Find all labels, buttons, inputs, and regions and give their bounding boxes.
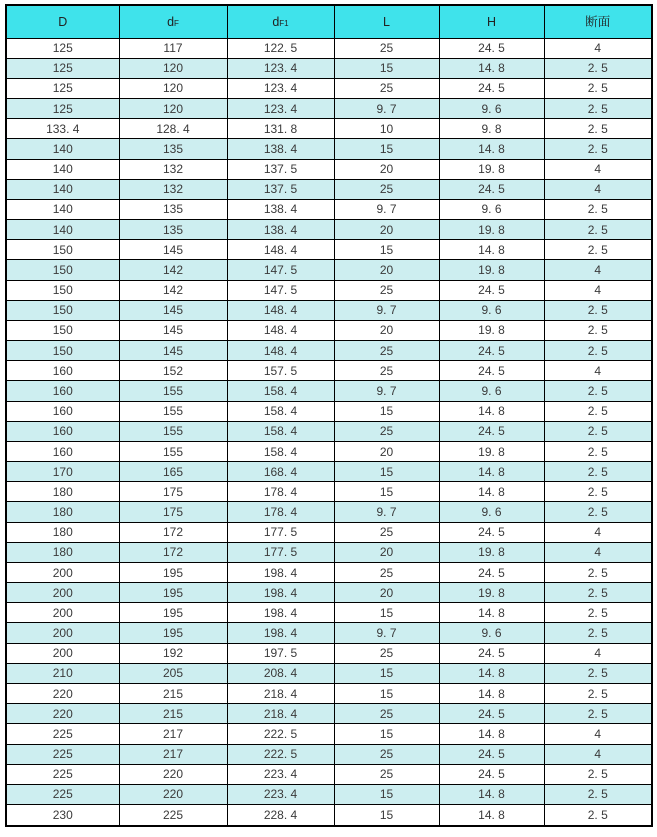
table-cell-df1: 218. 4 — [227, 704, 334, 724]
table-cell-d-outer: 140 — [6, 199, 119, 219]
table-row — [6, 684, 652, 704]
table-cell-df: 155 — [119, 401, 227, 421]
table-cell-l: 15 — [334, 482, 439, 502]
table-cell-df: 145 — [119, 341, 227, 361]
table-cell-h: 9. 8 — [439, 119, 544, 139]
table-cell-df: 120 — [119, 99, 227, 119]
table-row — [6, 784, 652, 804]
table-cell-d-outer: 225 — [6, 744, 119, 764]
table-cell-d-outer: 180 — [6, 522, 119, 542]
table-cell-df1: 148. 4 — [227, 240, 334, 260]
table-cell-d-outer: 180 — [6, 482, 119, 502]
table-cell-d-outer: 210 — [6, 663, 119, 683]
table-cell-df1: 137. 5 — [227, 179, 334, 199]
table-cell-df1: 178. 4 — [227, 482, 334, 502]
table-cell-l: 25 — [334, 179, 439, 199]
table-cell-danmen: 4 — [544, 260, 652, 280]
table-cell-df: 132 — [119, 179, 227, 199]
table-cell-danmen: 2. 5 — [544, 562, 652, 582]
table-cell-df1: 198. 4 — [227, 623, 334, 643]
table-row — [6, 805, 652, 826]
table-cell-d-outer: 225 — [6, 724, 119, 744]
table-row — [6, 562, 652, 582]
table-cell-df1: 138. 4 — [227, 139, 334, 159]
table-cell-l: 25 — [334, 643, 439, 663]
header-row — [6, 5, 652, 38]
table-cell-danmen: 2. 5 — [544, 502, 652, 522]
table-cell-df1: 223. 4 — [227, 764, 334, 784]
table-row — [6, 462, 652, 482]
table-cell-d-outer: 125 — [6, 78, 119, 98]
table-cell-l: 25 — [334, 704, 439, 724]
table-row — [6, 623, 652, 643]
table-cell-l: 20 — [334, 220, 439, 240]
table-header — [6, 5, 652, 38]
table-cell-df: 215 — [119, 684, 227, 704]
table-cell-l: 20 — [334, 441, 439, 461]
table-cell-danmen: 2. 5 — [544, 603, 652, 623]
table-cell-d-outer: 225 — [6, 784, 119, 804]
table-cell-danmen: 2. 5 — [544, 764, 652, 784]
table-cell-df1: 148. 4 — [227, 320, 334, 340]
table-cell-df1: 147. 5 — [227, 260, 334, 280]
table-cell-d-outer: 160 — [6, 381, 119, 401]
table-cell-l: 25 — [334, 78, 439, 98]
table-cell-l: 20 — [334, 260, 439, 280]
table-cell-df: 142 — [119, 280, 227, 300]
table-row — [6, 119, 652, 139]
table-cell-df: 135 — [119, 139, 227, 159]
table-cell-d-outer: 200 — [6, 623, 119, 643]
table-cell-l: 15 — [334, 684, 439, 704]
table-row — [6, 482, 652, 502]
table-cell-df1: 218. 4 — [227, 684, 334, 704]
table-cell-danmen: 2. 5 — [544, 421, 652, 441]
table-cell-d-outer: 150 — [6, 260, 119, 280]
table-cell-df1: 123. 4 — [227, 99, 334, 119]
table-cell-d-outer: 133. 4 — [6, 119, 119, 139]
table-cell-d-outer: 200 — [6, 643, 119, 663]
table-cell-df1: 123. 4 — [227, 78, 334, 98]
table-row — [6, 99, 652, 119]
table-cell-danmen: 4 — [544, 522, 652, 542]
table-cell-h: 14. 8 — [439, 139, 544, 159]
table-cell-df: 155 — [119, 381, 227, 401]
table-cell-d-outer: 150 — [6, 341, 119, 361]
table-cell-danmen: 2. 5 — [544, 78, 652, 98]
table-cell-d-outer: 150 — [6, 320, 119, 340]
table-cell-h: 24. 5 — [439, 341, 544, 361]
table-cell-df: 135 — [119, 220, 227, 240]
table-cell-df: 165 — [119, 462, 227, 482]
table-cell-df1: 158. 4 — [227, 421, 334, 441]
table-cell-h: 24. 5 — [439, 744, 544, 764]
table-cell-df1: 148. 4 — [227, 300, 334, 320]
table-cell-h: 14. 8 — [439, 401, 544, 421]
table-cell-danmen: 2. 5 — [544, 805, 652, 826]
table-cell-h: 9. 6 — [439, 502, 544, 522]
table-cell-d-outer: 200 — [6, 562, 119, 582]
table-cell-l: 9. 7 — [334, 99, 439, 119]
table-cell-h: 19. 8 — [439, 441, 544, 461]
table-row — [6, 341, 652, 361]
table-cell-l: 15 — [334, 603, 439, 623]
header-cell-h — [439, 5, 544, 38]
table-cell-d-outer: 160 — [6, 441, 119, 461]
table-cell-danmen: 2. 5 — [544, 482, 652, 502]
table-cell-d-outer: 225 — [6, 764, 119, 784]
table-cell-df: 145 — [119, 320, 227, 340]
table-cell-d-outer: 160 — [6, 361, 119, 381]
table-cell-df: 172 — [119, 522, 227, 542]
table-row — [6, 663, 652, 683]
table-cell-danmen: 2. 5 — [544, 58, 652, 78]
table-cell-df: 155 — [119, 441, 227, 461]
table-cell-l: 9. 7 — [334, 623, 439, 643]
table-cell-d-outer: 140 — [6, 159, 119, 179]
table-cell-danmen: 4 — [544, 280, 652, 300]
table-cell-l: 10 — [334, 119, 439, 139]
table-cell-df: 175 — [119, 502, 227, 522]
table-cell-h: 9. 6 — [439, 623, 544, 643]
table-cell-h: 24. 5 — [439, 361, 544, 381]
table-row — [6, 240, 652, 260]
table-cell-danmen: 2. 5 — [544, 99, 652, 119]
table-cell-danmen: 2. 5 — [544, 139, 652, 159]
table-row — [6, 58, 652, 78]
table-cell-h: 14. 8 — [439, 684, 544, 704]
table-cell-l: 20 — [334, 320, 439, 340]
table-cell-danmen: 2. 5 — [544, 401, 652, 421]
table-cell-danmen: 2. 5 — [544, 119, 652, 139]
table-cell-danmen: 4 — [544, 724, 652, 744]
table-row — [6, 280, 652, 300]
table-cell-df1: 198. 4 — [227, 603, 334, 623]
table-cell-h: 9. 6 — [439, 381, 544, 401]
table-cell-df1: 138. 4 — [227, 199, 334, 219]
spec-table — [5, 4, 653, 827]
table-cell-df1: 123. 4 — [227, 58, 334, 78]
table-cell-danmen: 4 — [544, 159, 652, 179]
table-cell-df1: 198. 4 — [227, 562, 334, 582]
table-cell-h: 14. 8 — [439, 805, 544, 826]
table-cell-df: 135 — [119, 199, 227, 219]
table-cell-l: 15 — [334, 401, 439, 421]
table-cell-h: 19. 8 — [439, 159, 544, 179]
table-cell-df: 195 — [119, 562, 227, 582]
table-cell-h: 24. 5 — [439, 78, 544, 98]
table-cell-df1: 222. 5 — [227, 724, 334, 744]
header-label: H — [486, 14, 497, 29]
table-cell-danmen: 2. 5 — [544, 684, 652, 704]
table-cell-danmen: 2. 5 — [544, 220, 652, 240]
table-cell-df1: 158. 4 — [227, 441, 334, 461]
table-cell-danmen: 2. 5 — [544, 240, 652, 260]
table-cell-l: 9. 7 — [334, 300, 439, 320]
table-cell-h: 24. 5 — [439, 179, 544, 199]
table-cell-h: 14. 8 — [439, 663, 544, 683]
table-cell-d-outer: 230 — [6, 805, 119, 826]
table-cell-d-outer: 125 — [6, 58, 119, 78]
table-cell-l: 25 — [334, 562, 439, 582]
table-cell-h: 24. 5 — [439, 704, 544, 724]
table-cell-danmen: 4 — [544, 643, 652, 663]
table-row — [6, 179, 652, 199]
table-cell-h: 9. 6 — [439, 300, 544, 320]
table-row — [6, 381, 652, 401]
table-cell-df: 120 — [119, 78, 227, 98]
table-cell-df1: 223. 4 — [227, 784, 334, 804]
table-cell-h: 14. 8 — [439, 724, 544, 744]
table-cell-df: 142 — [119, 260, 227, 280]
table-body — [6, 38, 652, 826]
table-cell-df: 155 — [119, 421, 227, 441]
table-cell-danmen: 4 — [544, 744, 652, 764]
table-cell-d-outer: 140 — [6, 220, 119, 240]
table-cell-df: 175 — [119, 482, 227, 502]
table-cell-d-outer: 180 — [6, 542, 119, 562]
table-row — [6, 724, 652, 744]
table-cell-h: 24. 5 — [439, 643, 544, 663]
table-cell-h: 24. 5 — [439, 562, 544, 582]
table-row — [6, 139, 652, 159]
header-cell-df — [119, 5, 227, 38]
table-cell-df: 172 — [119, 542, 227, 562]
table-cell-df1: 178. 4 — [227, 502, 334, 522]
table-cell-df1: 222. 5 — [227, 744, 334, 764]
table-cell-df: 145 — [119, 300, 227, 320]
table-cell-h: 14. 8 — [439, 462, 544, 482]
table-cell-d-outer: 200 — [6, 603, 119, 623]
table-row — [6, 704, 652, 724]
table-cell-d-outer: 160 — [6, 421, 119, 441]
table-cell-df1: 148. 4 — [227, 341, 334, 361]
table-cell-h: 14. 8 — [439, 603, 544, 623]
table-cell-danmen: 2. 5 — [544, 462, 652, 482]
header-label: D — [58, 14, 68, 29]
table-row — [6, 643, 652, 663]
table-cell-h: 14. 8 — [439, 482, 544, 502]
table-cell-l: 25 — [334, 421, 439, 441]
table-row — [6, 38, 652, 58]
table-cell-h: 24. 5 — [439, 280, 544, 300]
header-label: L — [383, 14, 390, 29]
table-cell-danmen: 4 — [544, 542, 652, 562]
table-cell-danmen: 2. 5 — [544, 623, 652, 643]
table-row — [6, 199, 652, 219]
table-row — [6, 603, 652, 623]
table-cell-df1: 122. 5 — [227, 38, 334, 58]
table-cell-df1: 168. 4 — [227, 462, 334, 482]
table-cell-danmen: 4 — [544, 38, 652, 58]
table-cell-danmen: 2. 5 — [544, 199, 652, 219]
table-cell-df: 145 — [119, 240, 227, 260]
table-cell-df: 205 — [119, 663, 227, 683]
table-cell-danmen: 2. 5 — [544, 784, 652, 804]
table-cell-l: 25 — [334, 764, 439, 784]
table-cell-h: 14. 8 — [439, 240, 544, 260]
table-cell-d-outer: 150 — [6, 300, 119, 320]
table-cell-danmen: 2. 5 — [544, 583, 652, 603]
table-cell-l: 15 — [334, 724, 439, 744]
header-cell-df1 — [227, 5, 334, 38]
table-cell-df1: 138. 4 — [227, 220, 334, 240]
table-cell-l: 15 — [334, 784, 439, 804]
table-cell-df: 132 — [119, 159, 227, 179]
table-cell-df: 195 — [119, 623, 227, 643]
table-row — [6, 159, 652, 179]
table-row — [6, 361, 652, 381]
table-cell-d-outer: 220 — [6, 684, 119, 704]
header-label: d — [272, 14, 280, 29]
table-cell-danmen: 4 — [544, 179, 652, 199]
table-cell-d-outer: 150 — [6, 280, 119, 300]
table-row — [6, 421, 652, 441]
table-cell-d-outer: 125 — [6, 99, 119, 119]
table-cell-l: 25 — [334, 361, 439, 381]
table-cell-h: 14. 8 — [439, 784, 544, 804]
header-label: d — [167, 14, 175, 29]
table-cell-l: 15 — [334, 58, 439, 78]
table-cell-df: 192 — [119, 643, 227, 663]
table-row — [6, 744, 652, 764]
table-row — [6, 542, 652, 562]
table-cell-h: 24. 5 — [439, 522, 544, 542]
header-label: 断面 — [585, 14, 611, 29]
table-cell-df1: 198. 4 — [227, 583, 334, 603]
table-cell-l: 9. 7 — [334, 381, 439, 401]
table-cell-d-outer: 180 — [6, 502, 119, 522]
table-cell-danmen: 2. 5 — [544, 320, 652, 340]
table-cell-danmen: 2. 5 — [544, 300, 652, 320]
table-cell-df1: 208. 4 — [227, 663, 334, 683]
header-cell-d-outer — [6, 5, 119, 38]
table-cell-d-outer: 220 — [6, 704, 119, 724]
header-cell-l — [334, 5, 439, 38]
table-row — [6, 300, 652, 320]
table-cell-danmen: 2. 5 — [544, 663, 652, 683]
table-cell-df1: 158. 4 — [227, 401, 334, 421]
table-cell-df1: 131. 8 — [227, 119, 334, 139]
header-cell-danmen — [544, 5, 652, 38]
table-row — [6, 320, 652, 340]
table-cell-df1: 228. 4 — [227, 805, 334, 826]
table-cell-l: 15 — [334, 240, 439, 260]
table-cell-h: 24. 5 — [439, 764, 544, 784]
table-cell-h: 19. 8 — [439, 542, 544, 562]
table-cell-df1: 158. 4 — [227, 381, 334, 401]
table-cell-df: 195 — [119, 583, 227, 603]
table-row — [6, 260, 652, 280]
table-cell-l: 25 — [334, 522, 439, 542]
table-cell-h: 24. 5 — [439, 421, 544, 441]
table-cell-l: 20 — [334, 542, 439, 562]
table-cell-df: 220 — [119, 784, 227, 804]
table-cell-danmen: 2. 5 — [544, 441, 652, 461]
table-cell-d-outer: 150 — [6, 240, 119, 260]
table-cell-h: 19. 8 — [439, 320, 544, 340]
table-cell-danmen: 2. 5 — [544, 381, 652, 401]
table-cell-l: 15 — [334, 663, 439, 683]
table-cell-danmen: 2. 5 — [544, 341, 652, 361]
table-cell-danmen: 2. 5 — [544, 704, 652, 724]
table-row — [6, 441, 652, 461]
table-cell-l: 25 — [334, 38, 439, 58]
table-cell-df1: 137. 5 — [227, 159, 334, 179]
table-cell-df1: 157. 5 — [227, 361, 334, 381]
table-cell-h: 19. 8 — [439, 583, 544, 603]
table-cell-df: 217 — [119, 724, 227, 744]
header-label-subscript: F1 — [279, 18, 289, 28]
table-cell-h: 24. 5 — [439, 38, 544, 58]
table-cell-l: 20 — [334, 159, 439, 179]
table-cell-df: 152 — [119, 361, 227, 381]
table-cell-l: 15 — [334, 462, 439, 482]
table-cell-df: 195 — [119, 603, 227, 623]
table-cell-df: 128. 4 — [119, 119, 227, 139]
table-cell-h: 19. 8 — [439, 260, 544, 280]
table-cell-d-outer: 160 — [6, 401, 119, 421]
table-cell-h: 19. 8 — [439, 220, 544, 240]
table-cell-df: 225 — [119, 805, 227, 826]
table-cell-l: 20 — [334, 583, 439, 603]
table-cell-l: 25 — [334, 341, 439, 361]
table-cell-df: 120 — [119, 58, 227, 78]
table-cell-l: 15 — [334, 805, 439, 826]
header-label-subscript: F — [174, 18, 179, 28]
table-cell-l: 25 — [334, 744, 439, 764]
table-cell-h: 9. 6 — [439, 199, 544, 219]
table-cell-d-outer: 140 — [6, 179, 119, 199]
table-cell-l: 15 — [334, 139, 439, 159]
table-cell-d-outer: 170 — [6, 462, 119, 482]
table-row — [6, 502, 652, 522]
table-cell-df: 220 — [119, 764, 227, 784]
table-row — [6, 78, 652, 98]
table-cell-l: 9. 7 — [334, 199, 439, 219]
table-cell-df: 215 — [119, 704, 227, 724]
table-row — [6, 522, 652, 542]
table-cell-d-outer: 200 — [6, 583, 119, 603]
table-cell-h: 14. 8 — [439, 58, 544, 78]
table-cell-d-outer: 140 — [6, 139, 119, 159]
table-cell-df: 117 — [119, 38, 227, 58]
table-cell-df1: 147. 5 — [227, 280, 334, 300]
table-cell-df: 217 — [119, 744, 227, 764]
table-row — [6, 220, 652, 240]
table-row — [6, 401, 652, 421]
table-cell-df1: 177. 5 — [227, 522, 334, 542]
table-cell-l: 9. 7 — [334, 502, 439, 522]
table-cell-danmen: 4 — [544, 361, 652, 381]
table-cell-d-outer: 125 — [6, 38, 119, 58]
table-cell-l: 25 — [334, 280, 439, 300]
table-cell-df1: 177. 5 — [227, 542, 334, 562]
table-row — [6, 583, 652, 603]
table-cell-h: 9. 6 — [439, 99, 544, 119]
table-cell-df1: 197. 5 — [227, 643, 334, 663]
table-row — [6, 764, 652, 784]
